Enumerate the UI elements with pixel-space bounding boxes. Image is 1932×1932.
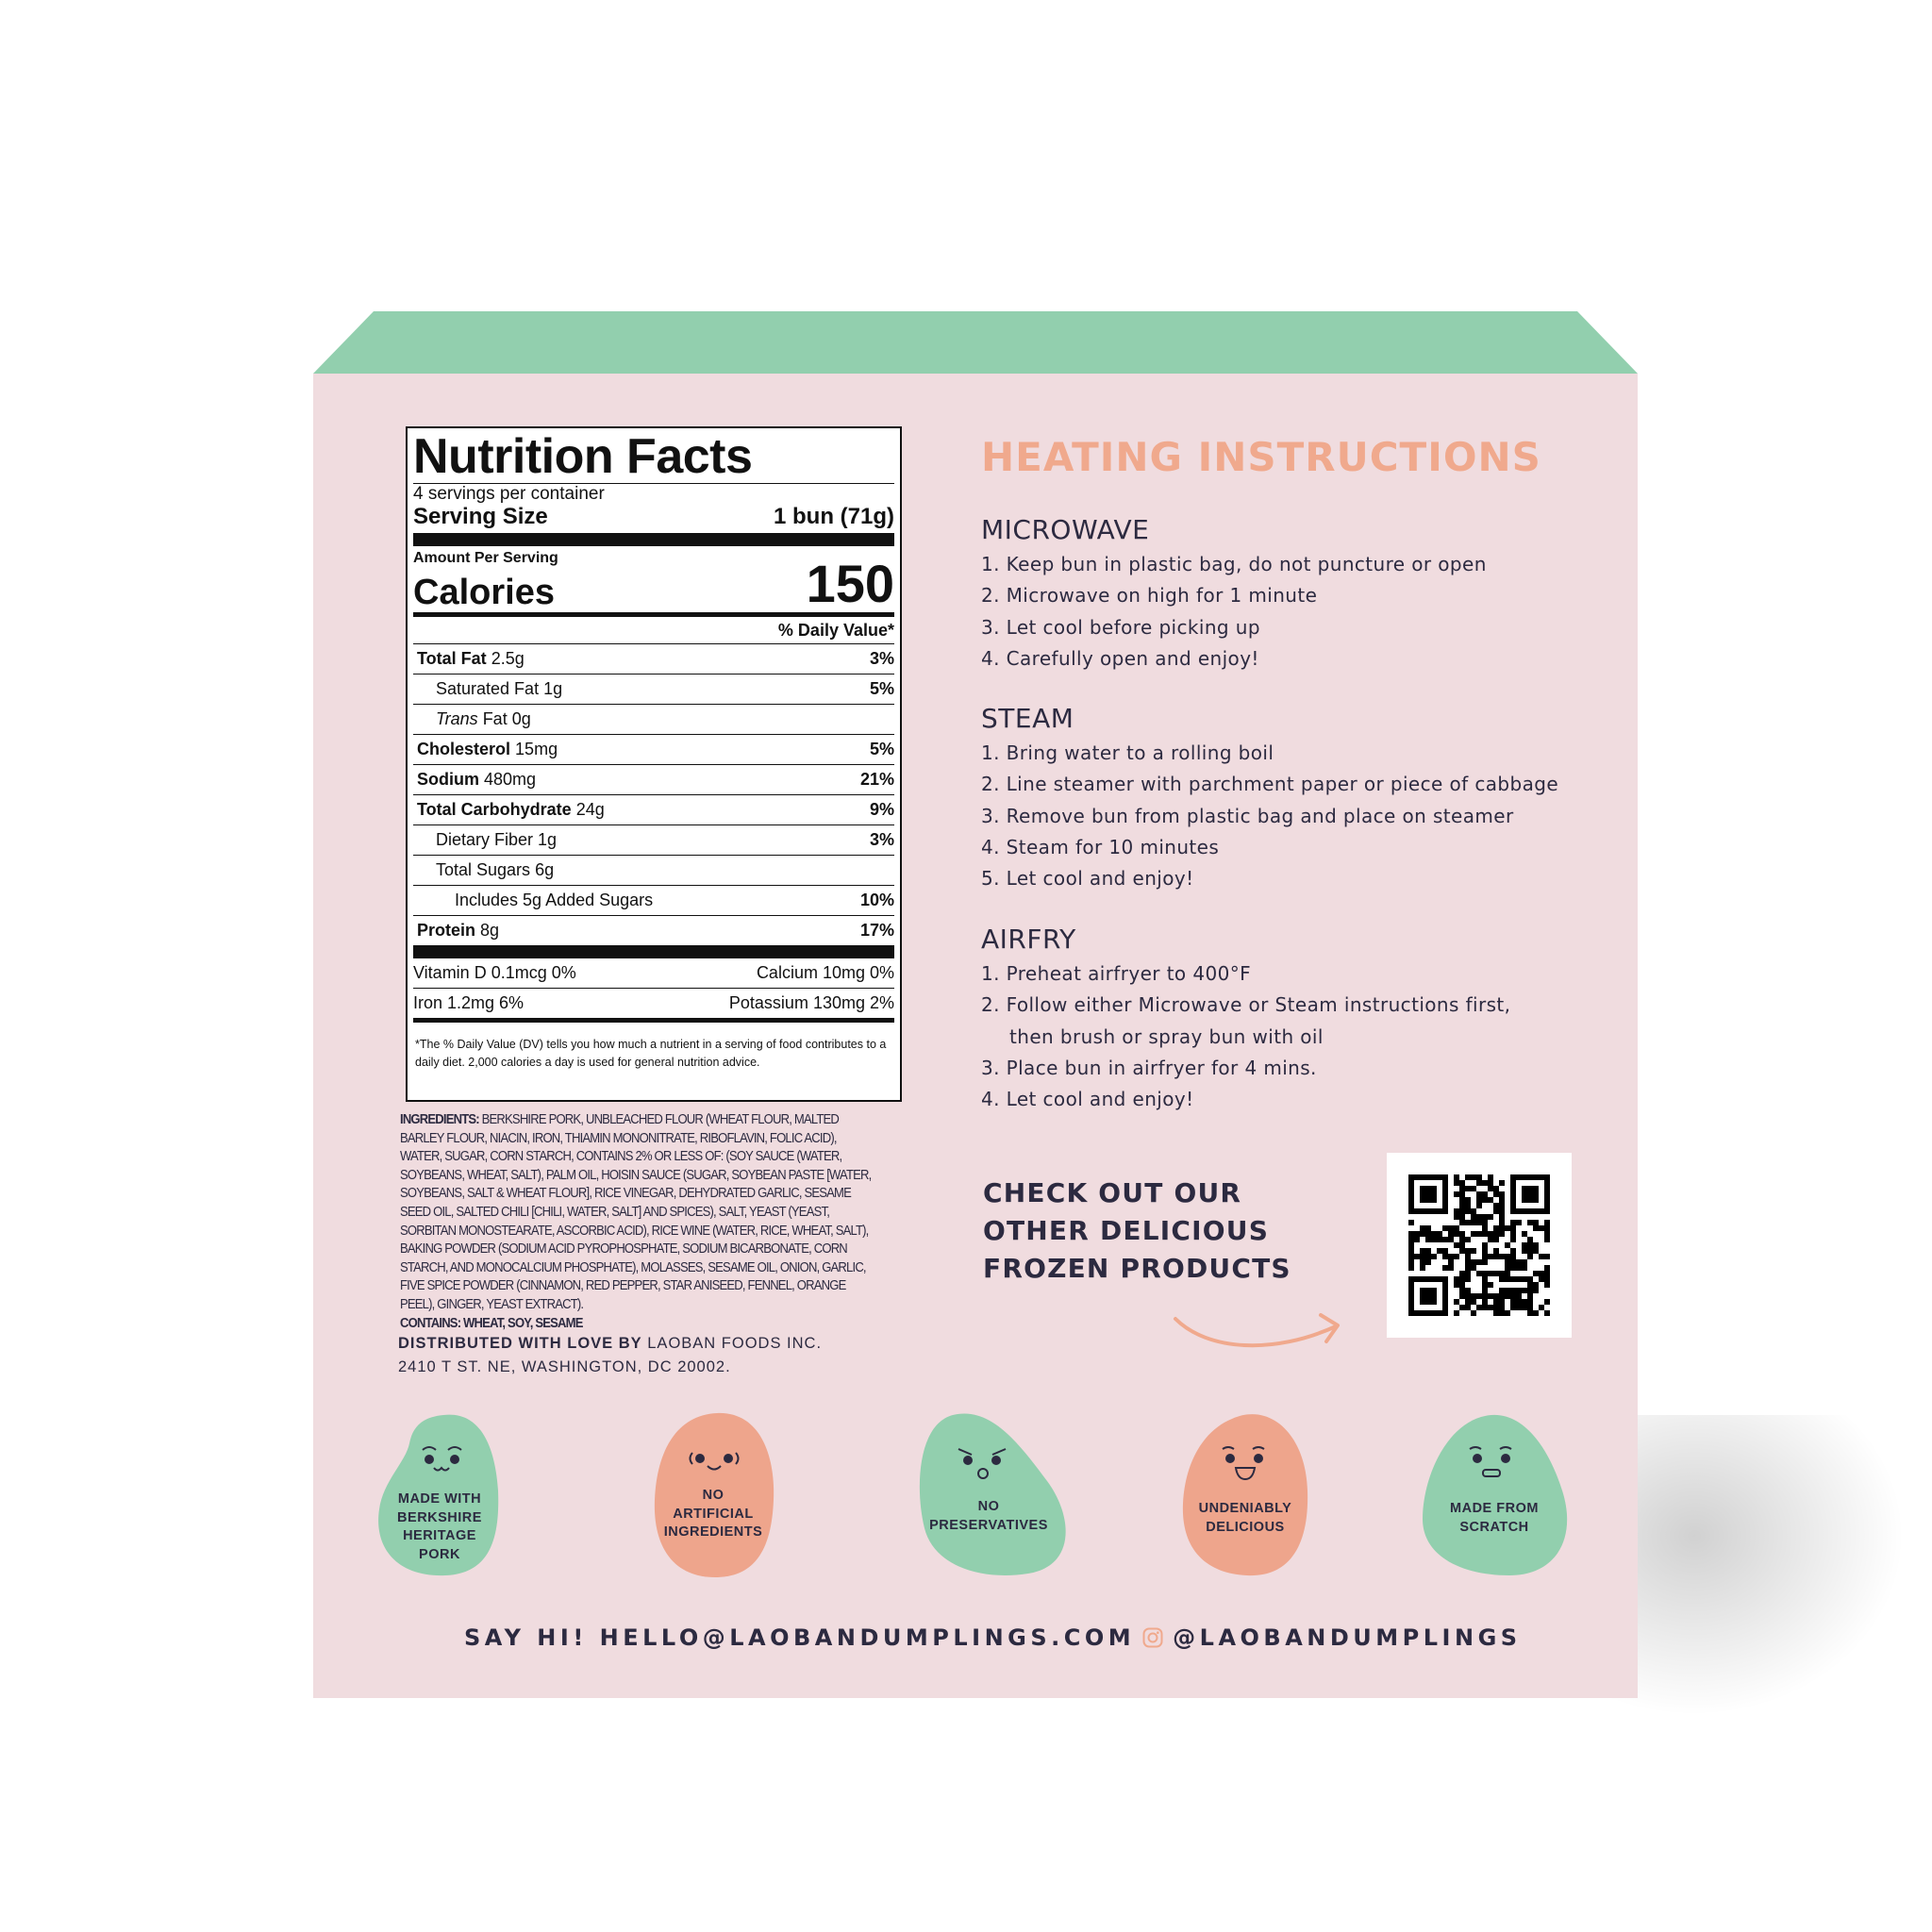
- calories-label: Calories: [413, 573, 555, 612]
- promo-line: FROZEN PRODUCTS: [983, 1253, 1291, 1284]
- nutrient-label: Saturated Fat 1g: [436, 679, 563, 698]
- nutrition-title: Nutrition Facts: [413, 429, 753, 484]
- nutrient-amount: 1g: [543, 679, 563, 698]
- contact-email[interactable]: HELLO@LAOBANDUMPLINGS.COM: [599, 1624, 1136, 1651]
- instagram-icon: [1142, 1627, 1163, 1648]
- badge-no-preservatives: NO PRESERVATIVES: [906, 1406, 1075, 1575]
- nutrient-row: [413, 764, 894, 794]
- steam-step: 3. Remove bun from plastic bag and place on steamer: [981, 804, 1514, 827]
- nutrient-daily-value: 10%: [859, 891, 894, 909]
- airfry-title: AIRFRY: [981, 924, 1076, 955]
- nutrient-label: Sodium 480mg: [417, 770, 537, 789]
- nutrient-amount: 2.5g: [491, 649, 525, 668]
- badge-undeniably-delicious: UNDENIABLY DELICIOUS: [1175, 1406, 1345, 1575]
- promo-line: CHECK OUT OUR: [983, 1177, 1242, 1208]
- nutrient-amount: 0g: [511, 709, 531, 728]
- nutrient-row: [413, 855, 894, 885]
- nutrient-amount: 8g: [480, 921, 500, 940]
- nutrient-rows: [413, 643, 894, 945]
- microwave-step: 1. Keep bun in plastic bag, do not puncture or open: [981, 553, 1487, 575]
- microwave-step: 4. Carefully open and enjoy!: [981, 646, 1259, 670]
- box-shadow: [1604, 1415, 1906, 1717]
- distributor-address: 2410 T ST. NE, WASHINGTON, DC 20002.: [398, 1358, 731, 1375]
- nutrient-row: [413, 915, 894, 945]
- say-hi: SAY HI!: [464, 1624, 588, 1651]
- steam-step: 2. Line steamer with parchment paper or piece of cabbage: [981, 773, 1559, 796]
- nutrient-amount: 24g: [575, 800, 605, 819]
- ingredients-list: BERKSHIRE PORK, UNBLEACHED FLOUR (WHEAT FLOUR, MALTED BARLEY FLOUR, NIACIN, IRON, THIAMIN MONONITRATE, RIBOFLAVIN, FOLIC ACID), WATER, SUGAR, CORN STARCH, CONTAINS 2% OR LESS OF: (SOY SAUCE (WATER, SOYBEANS, WHEAT, SALT), PALM OIL, HOISIN SAUCE (SUGAR, SOYBEAN PASTE [WATER, SOYBEANS, SALT & WHEAT FLOUR], RICE VINEGAR, DEHYDRATED GARLIC, SESAME SEED OIL, SALTED CHILI [CHILI, WATER, SALT] AND SPICES), SALT, YEAST (YEAST, SORBITAN MONOSTEARATE, ASCORBIC ACID), RICE WINE (WATER, RICE, WHEAT, SALT), BAKING POWDER (SODIUM ACID PYROPHOSPHATE, SODIUM BICARBONATE, CORN STARCH, AND MONOCALCIUM PHOSPHATE), MOLASSES, SESAME OIL, ONION, GARLIC, FIVE SPICE POWDER (CINNAMON, RED PEPPER, STAR ANISEED, FENNEL, ORANGE PEEL), GINGER, YEAST EXTRACT).: [400, 1112, 872, 1312]
- nutrient-row: [413, 643, 894, 674]
- nutrient-label: Dietary Fiber 1g: [436, 830, 558, 849]
- grinning-blob-icon: [1175, 1406, 1345, 1585]
- distributor-label: DISTRIBUTED WITH LOVE BY: [398, 1335, 642, 1352]
- potassium: Potassium 130mg 2%: [728, 993, 894, 1012]
- nutrient-label: Trans Fat 0g: [436, 709, 531, 728]
- daily-value-header: % Daily Value*: [777, 621, 894, 640]
- nutrient-daily-value: 3%: [869, 830, 894, 849]
- calcium: Calcium 10mg 0%: [756, 963, 894, 982]
- nutrient-row: [413, 794, 894, 824]
- instagram-handle[interactable]: @LAOBANDUMPLINGS: [1173, 1624, 1522, 1651]
- nutrient-amount: 1g: [538, 830, 558, 849]
- distributor-name: LAOBAN FOODS INC.: [641, 1335, 823, 1352]
- iron: Iron 1.2mg 6%: [413, 993, 525, 1012]
- airfry-step: then brush or spray bun with oil: [1009, 1024, 1324, 1048]
- steam-title: STEAM: [981, 703, 1074, 734]
- microwave-step: 2. Microwave on high for 1 minute: [981, 584, 1318, 608]
- contact-line: [464, 1624, 1522, 1651]
- grumpy-blob-icon: [906, 1406, 1075, 1585]
- steam-section: [981, 700, 1623, 894]
- qr-code-icon: [1387, 1153, 1572, 1338]
- nutrient-label: Cholesterol 15mg: [417, 740, 558, 758]
- calm-blob-icon: [1415, 1406, 1585, 1585]
- badge-berkshire-pork: MADE WITH BERKSHIRE HERITAGE PORK: [368, 1406, 538, 1575]
- box-top-flap: [313, 311, 1638, 374]
- nutrient-amount: 15mg: [515, 740, 558, 758]
- serving-size-value: 1 bun (71g): [773, 504, 894, 529]
- nutrient-daily-value: 9%: [869, 800, 894, 819]
- nutrient-row: [413, 824, 894, 855]
- nutrient-label: Total Sugars 6g: [436, 860, 555, 879]
- microwave-section: [981, 511, 1623, 675]
- badge-made-from-scratch: MADE FROM SCRATCH: [1415, 1406, 1585, 1575]
- nutrient-daily-value: 3%: [869, 649, 894, 668]
- nutrient-label: Total Fat 2.5g: [417, 649, 525, 668]
- nutrient-amount: 480mg: [484, 770, 537, 789]
- calories-value: 150: [806, 554, 894, 613]
- nutrient-daily-value: 17%: [859, 921, 894, 940]
- allergen-statement: CONTAINS: WHEAT, SOY, SESAME: [400, 1315, 583, 1331]
- badge-no-artificial: NO ARTIFICIAL INGREDIENTS: [636, 1406, 806, 1575]
- vitamin-d: Vitamin D 0.1mcg 0%: [413, 963, 576, 982]
- nutrient-label: Includes 5g Added Sugars: [455, 891, 654, 909]
- nutrition-facts-panel: [406, 426, 902, 1102]
- nutrient-label: Total Carbohydrate 24g: [417, 800, 605, 819]
- nutrient-label: Protein 8g: [417, 921, 500, 940]
- nutrient-row: [413, 734, 894, 764]
- nutrient-daily-value: 21%: [859, 770, 894, 789]
- distributor-info: [398, 1332, 822, 1379]
- nutrient-row: [413, 674, 894, 704]
- serving-size-label: Serving Size: [413, 504, 548, 529]
- ingredients-text: [400, 1111, 875, 1333]
- airfry-step: 4. Let cool and enjoy!: [981, 1088, 1194, 1111]
- amount-per-serving: Amount Per Serving: [413, 550, 558, 566]
- steam-step: 4. Steam for 10 minutes: [981, 835, 1220, 858]
- servings-per-container: 4 servings per container: [413, 484, 605, 504]
- nutrient-amount: 6g: [535, 860, 555, 879]
- arrow-icon: [1170, 1306, 1349, 1362]
- nutrient-row: [413, 704, 894, 734]
- nutrient-daily-value: 5%: [869, 740, 894, 758]
- promo-text: [983, 1174, 1291, 1288]
- promo-line: OTHER DELICIOUS: [983, 1215, 1270, 1246]
- nutrient-daily-value: 5%: [869, 679, 894, 698]
- airfry-step: 2. Follow either Microwave or Steam instructions first,: [981, 993, 1511, 1017]
- microwave-step: 3. Let cool before picking up: [981, 615, 1260, 639]
- nutrient-row: [413, 885, 894, 915]
- heating-title: HEATING INSTRUCTIONS: [981, 434, 1541, 480]
- airfry-step: 1. Preheat airfryer to 400°F: [981, 962, 1252, 985]
- ingredients-label: INGREDIENTS:: [400, 1112, 479, 1127]
- nutrition-footnote: *The % Daily Value (DV) tells you how much a nutrient in a serving of food contributes to a daily diet. 2,000 calories a day is used for general nutrition advice.: [415, 1038, 887, 1069]
- qr-code[interactable]: [1387, 1153, 1572, 1338]
- airfry-step: 3. Place bun in airfryer for 4 mins.: [981, 1056, 1317, 1079]
- steam-step: 5. Let cool and enjoy!: [981, 867, 1194, 891]
- airfry-section: [981, 921, 1623, 1115]
- microwave-title: MICROWAVE: [981, 514, 1150, 545]
- steam-step: 1. Bring water to a rolling boil: [981, 741, 1274, 764]
